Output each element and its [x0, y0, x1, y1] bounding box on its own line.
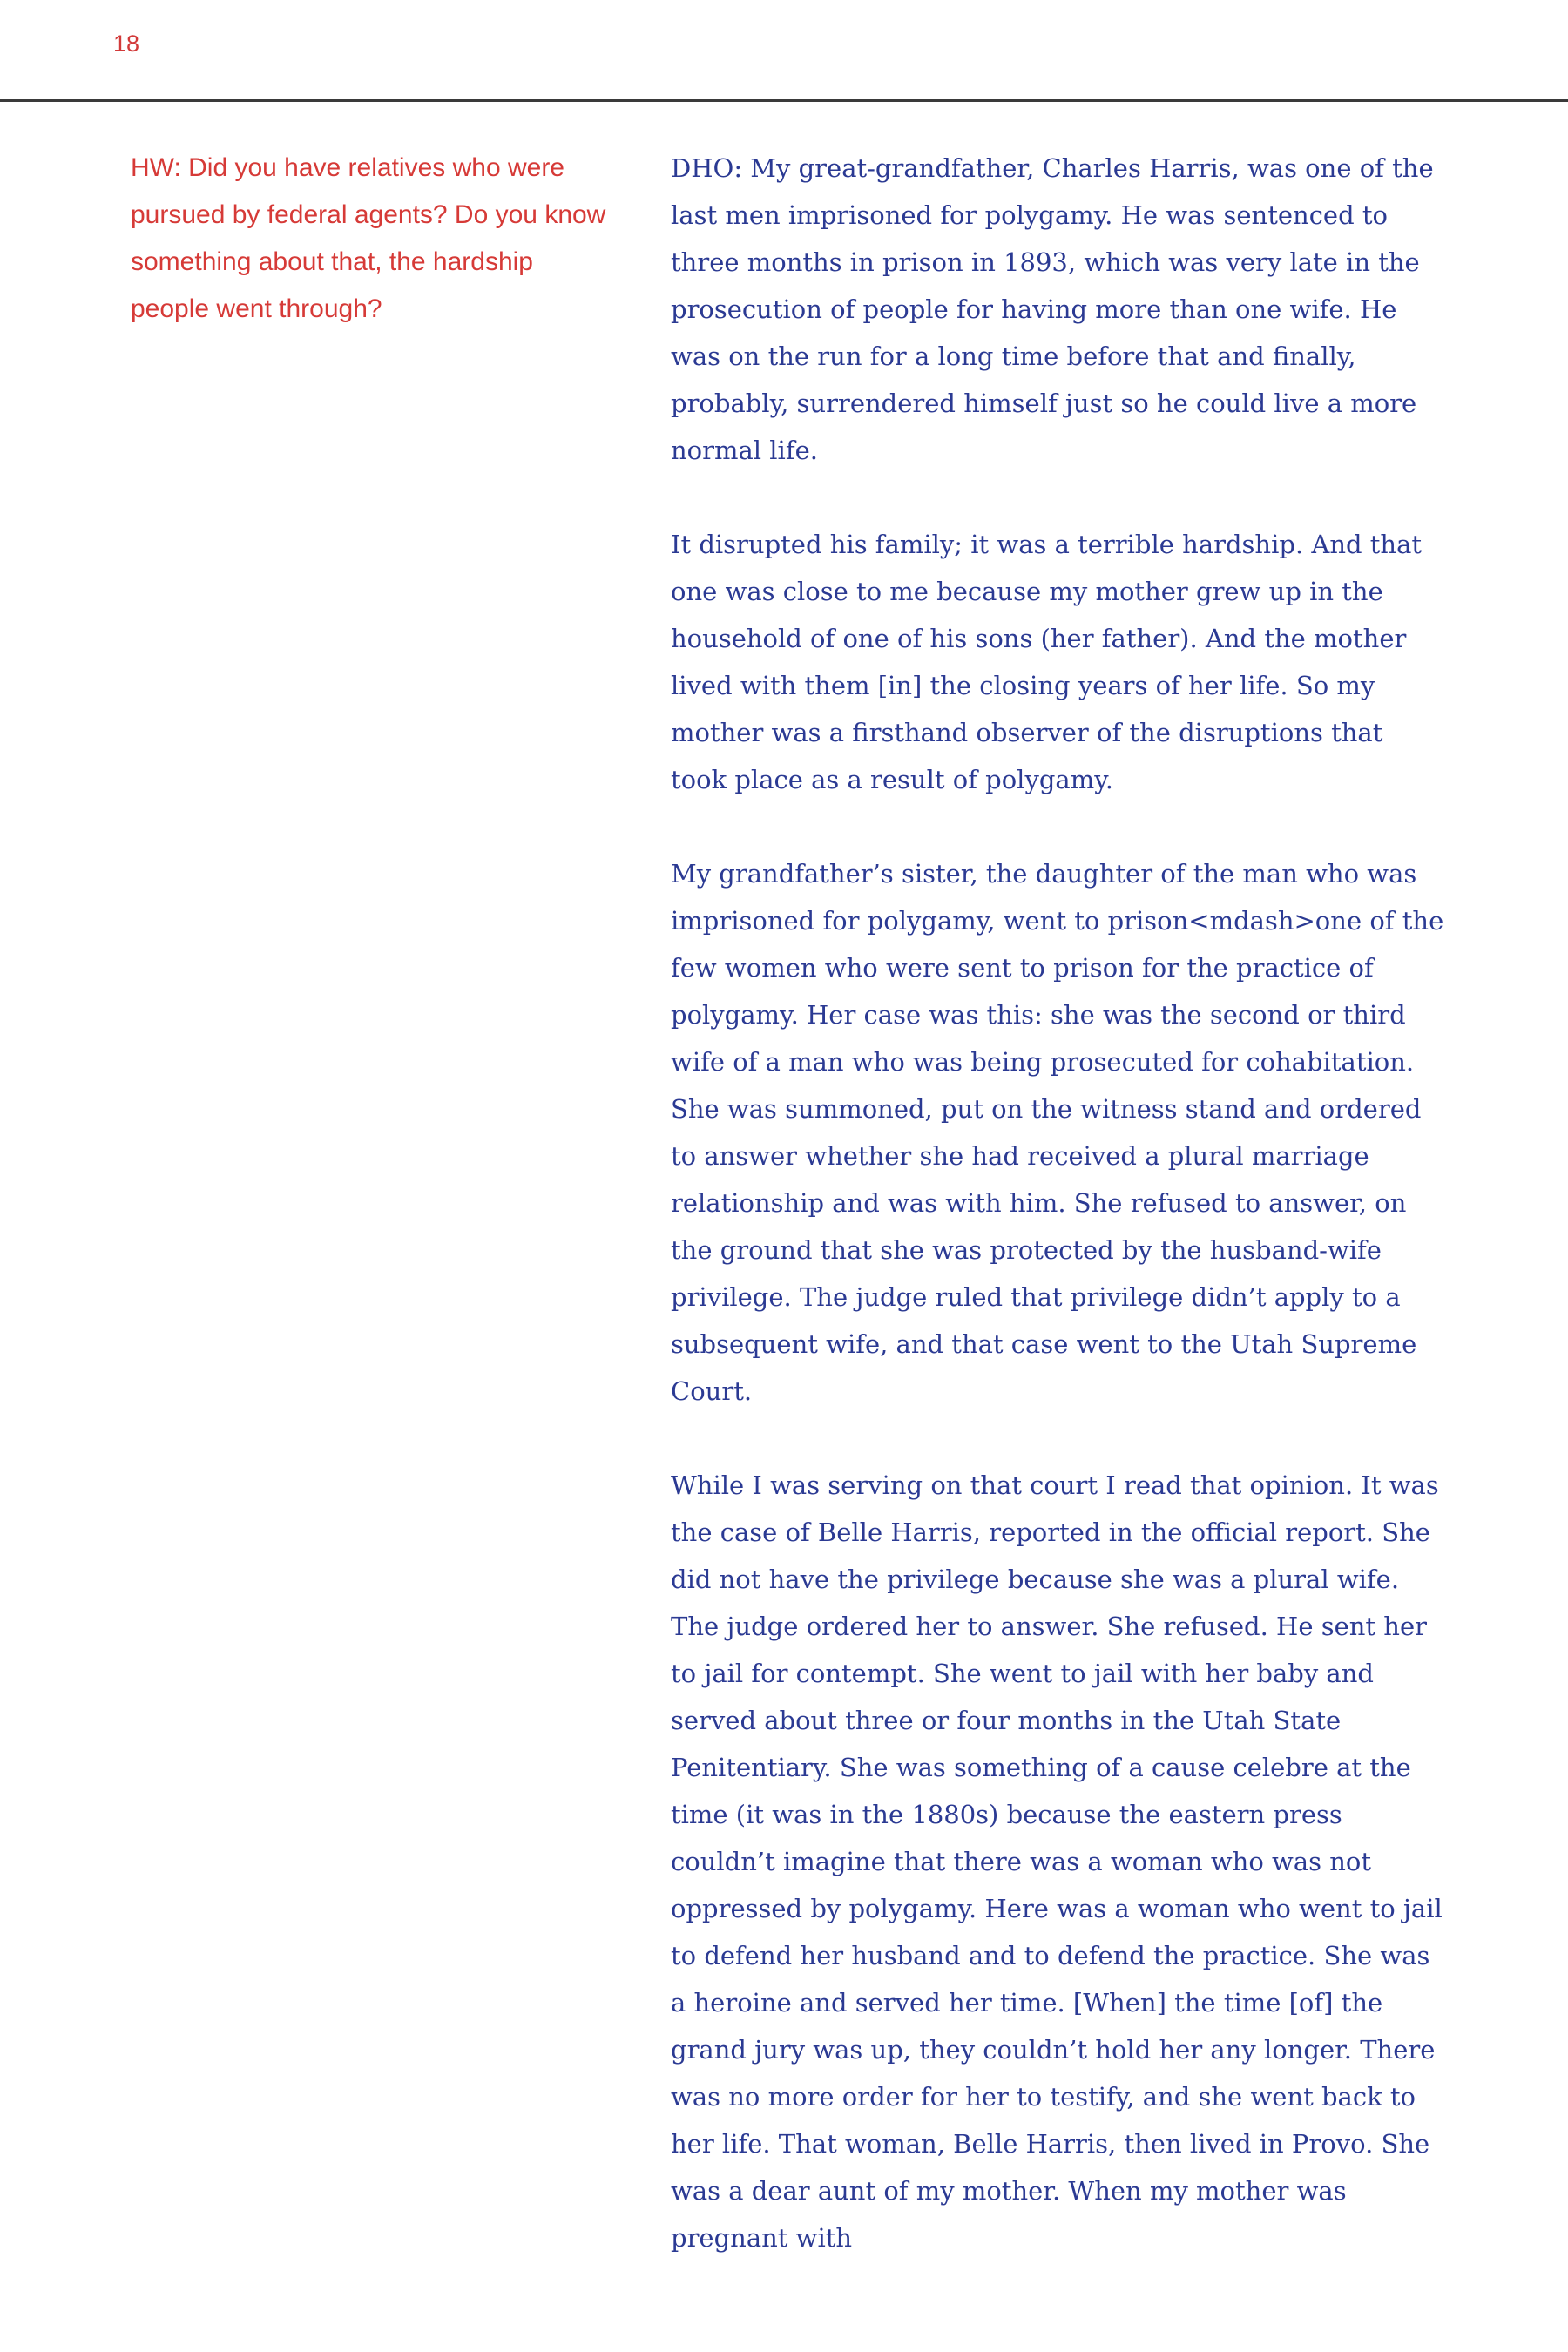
- answer-paragraph: DHO: My great-grandfather, Charles Harris, was one of the last men imprisoned for polygamy. He was sentenced to three months in prison in 1893, which was very late in the prosecution of people for having more than one wife. He was on the run for a long time before that and finally, probably, surrendered himself just so he could live a more normal life.: [671, 153, 1434, 465]
- interviewee-answer: [671, 145, 1446, 2308]
- answer-paragraph: While I was serving on that court I read that opinion. It was the case of Belle Harris, reported in the official report. She did not have the privilege because she was a plural wife. The judge ordered her to answer. She refused. He sent her to jail for contempt. She went to jail with her baby and served about three or four months in the Utah State Penitentiary. She was something of a cause celebre at the time (it was in the 1880s) because the eastern press couldn’t imagine that there was a woman who was not oppressed by polygamy. Here was a woman who went to jail to defend her husband and to defend the practice. She was a heroine and served her time. [When] the time [of] the grand jury was up, they couldn’t hold her any longer. There was no more order for her to testify, and she went back to her life. That woman, Belle Harris, then lived in Provo. She was a dear aunt of my mother. When my mother was pregnant with: [671, 1470, 1443, 2253]
- answer-paragraph: It disrupted his family; it was a terrible hardship. And that one was close to me because my mother grew up in the household of one of his sons (her father). And the mother lived with them [in] the closing years of her life. So my mother was a firsthand observer of the disruptions that took place as a result of polygamy.: [671, 530, 1423, 794]
- header-divider: [0, 99, 1568, 102]
- page-number: 18: [113, 30, 140, 57]
- answer-paragraph: My grandfather’s sister, the daughter of the man who was imprisoned for polygamy, went to prison<mdash>one of the few women who were sent to prison for the practice of polygamy. Her case was this: she was the second or third wife of a man who was being prosecuted for cohabitation. She was summoned, put on the witness stand and ordered to answer whether she had received a plural marriage relationship and was with him. She refused to answer, on the ground that she was protected by the husband-wife privilege. The judge ruled that privilege didn’t apply to a subsequent wife, and that case went to the Utah Supreme Court.: [671, 859, 1444, 1406]
- interviewer-question: HW: Did you have relatives who were pursued by federal agents? Do you know something about that, the hardship people went through?: [131, 153, 606, 323]
